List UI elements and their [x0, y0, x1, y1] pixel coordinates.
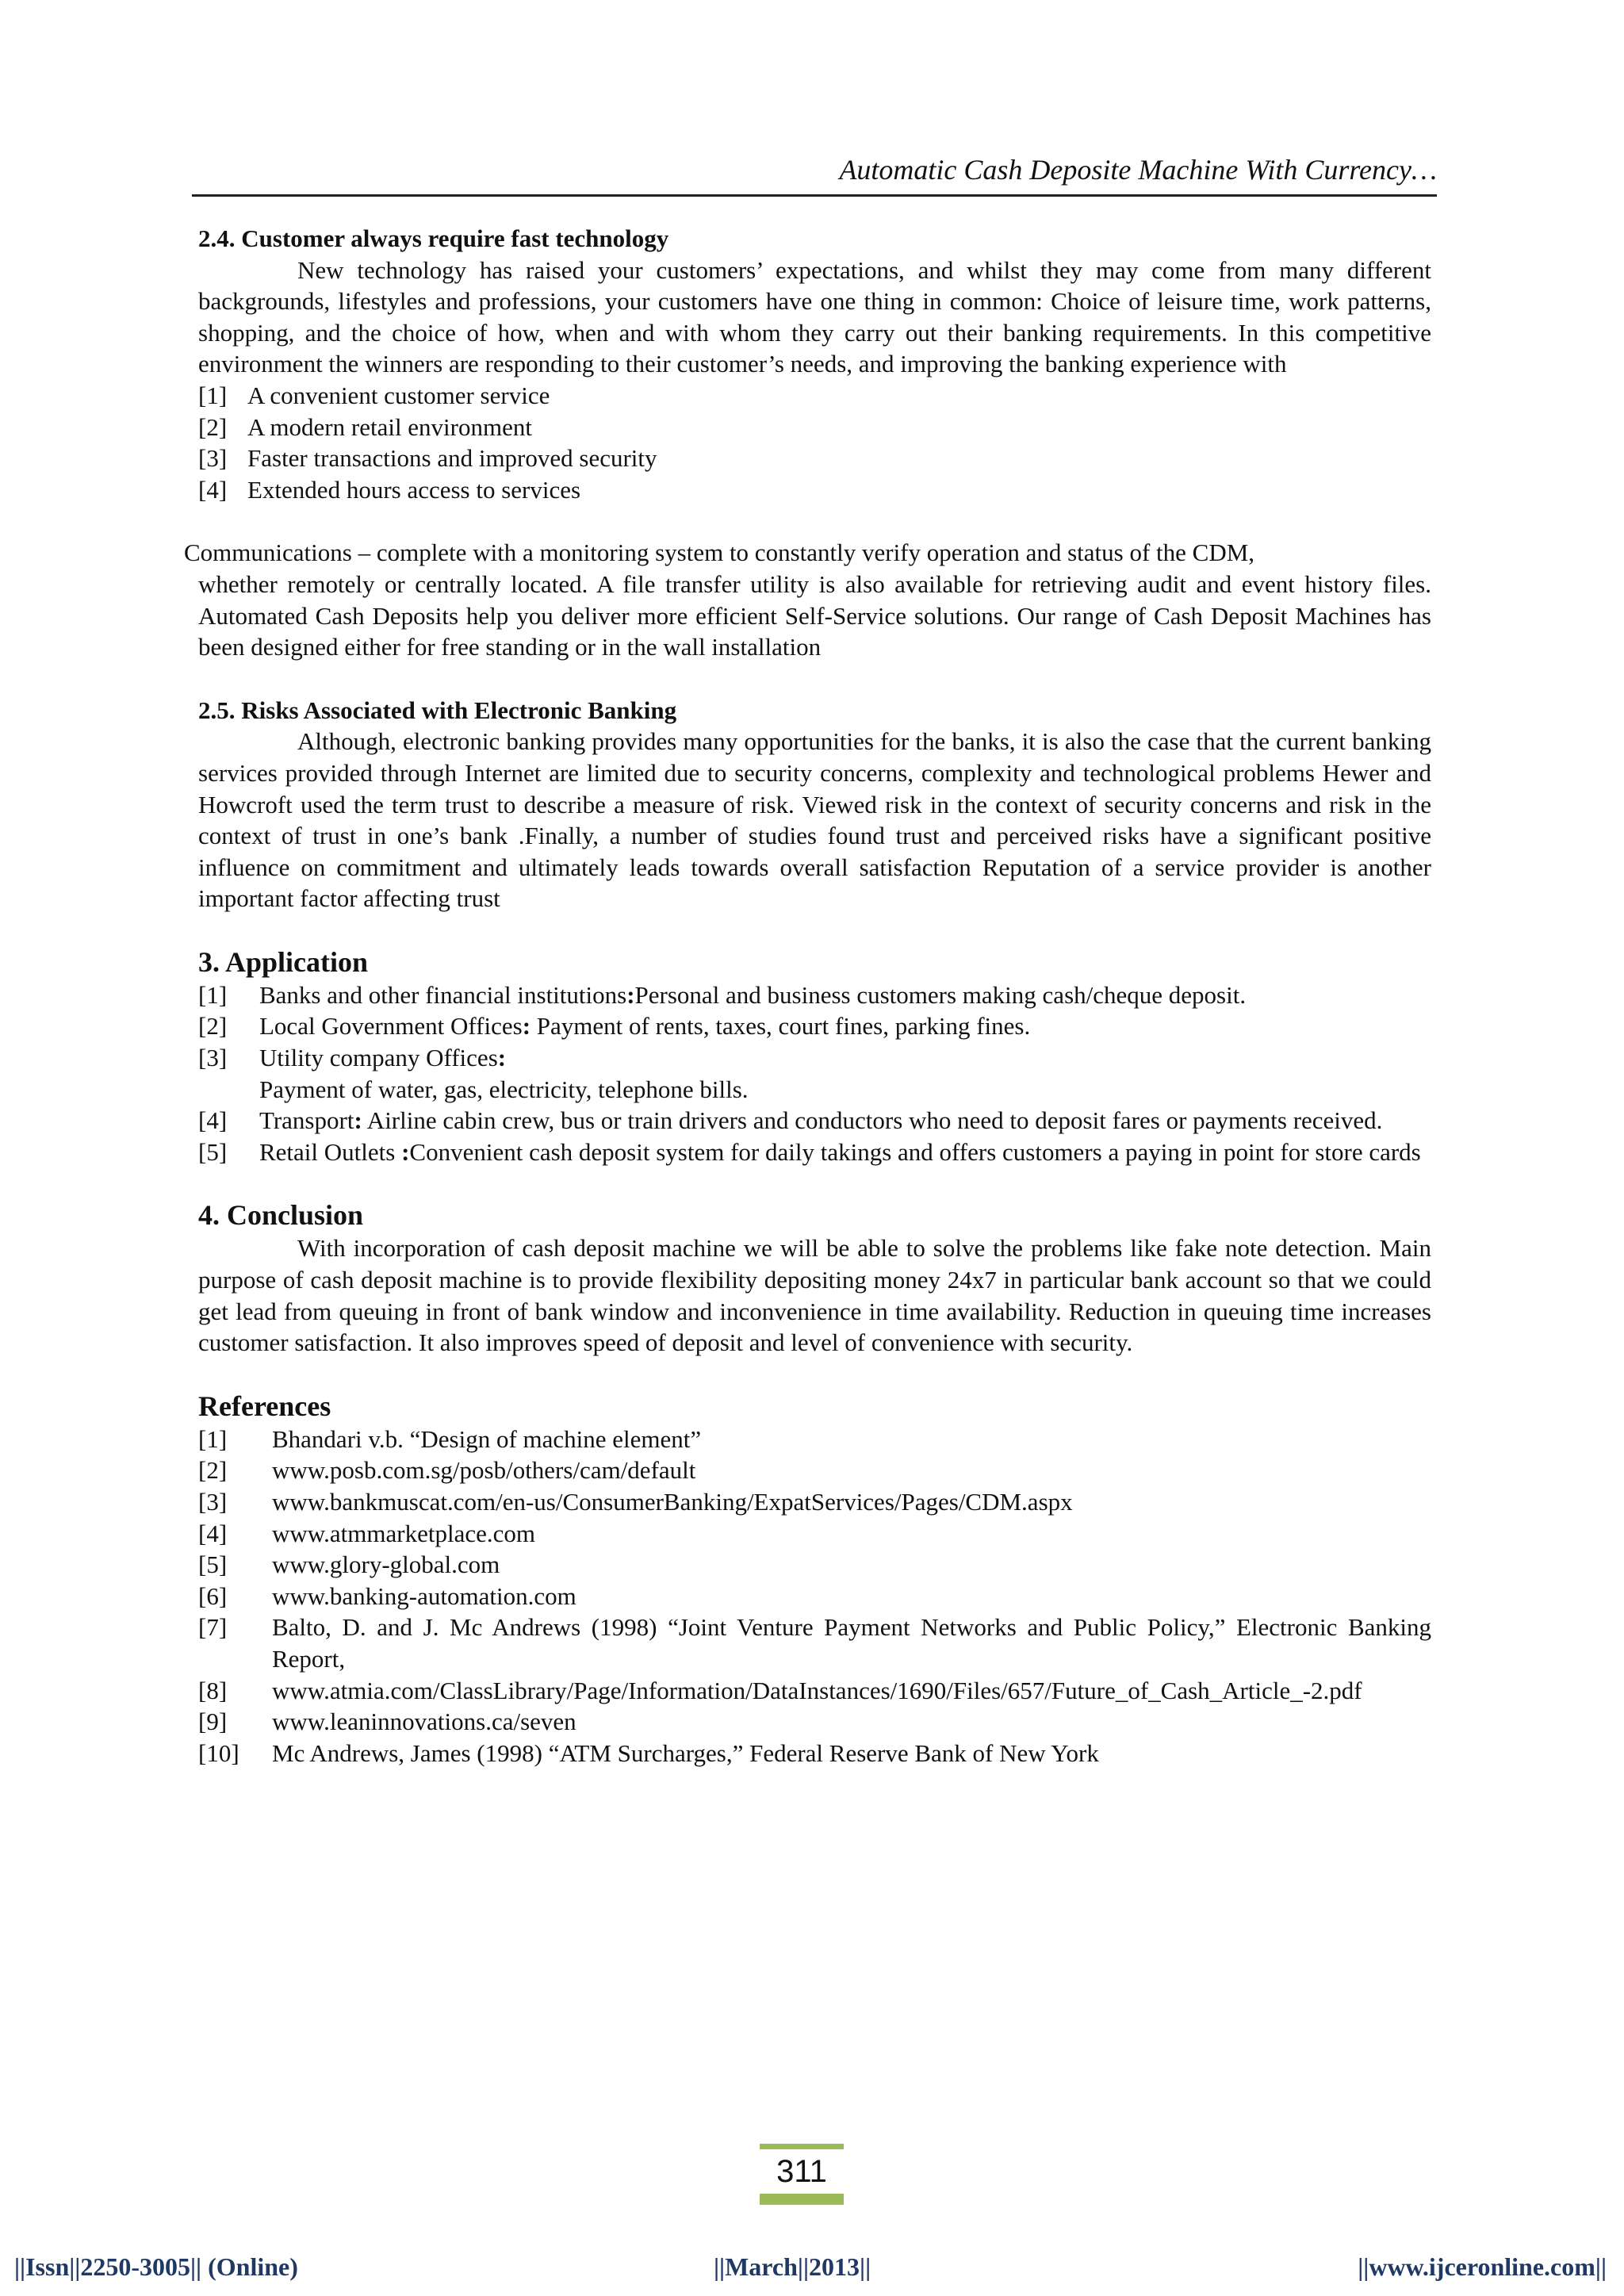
- page-number-top-bar: [760, 2144, 844, 2149]
- communications-paragraph: [184, 537, 1431, 662]
- list-item: [198, 1105, 1431, 1137]
- list-item: [198, 443, 1431, 474]
- references-heading: References: [198, 1389, 331, 1422]
- running-header: Automatic Cash Deposite Machine With Currency…: [839, 154, 1437, 186]
- list-item: [198, 979, 1431, 1011]
- footer-issn: ||Issn||2250-3005|| (Online): [14, 2252, 298, 2281]
- reference-text: www.bankmuscat.com/en-us/ConsumerBanking/ExpatServices/Pages/CDM.aspx: [272, 1488, 1073, 1516]
- list-item: [198, 474, 1431, 506]
- reference-item: [198, 1455, 1431, 1486]
- list-item-number: [1]: [198, 381, 228, 409]
- reference-number: [4]: [198, 1519, 228, 1547]
- section-2-4-heading: 2.4. Customer always require fast technology: [198, 224, 669, 252]
- reference-item: [198, 1549, 1431, 1581]
- reference-text: Bhandari v.b. “Design of machine element”: [272, 1424, 702, 1453]
- reference-text: www.atmmarketplace.com: [272, 1519, 535, 1547]
- list-item-text: Retail Outlets :Convenient cash deposit system for daily takings and offers customers a paying in point for store cards: [259, 1137, 1421, 1166]
- reference-number: [9]: [198, 1708, 228, 1736]
- list-item-number: [2]: [198, 1012, 228, 1041]
- list-item: [198, 412, 1431, 443]
- reference-text: Balto, D. and J. Mc Andrews (1998) “Joint Venture Payment Networks and Public Policy,” Electronic Banking Report,: [272, 1613, 1431, 1673]
- reference-number: [1]: [198, 1424, 228, 1453]
- communications-rest: whether remotely or centrally located. A file transfer utility is also available for retrieving audit and event history files. Automated Cash Deposits help you deliver more efficient Self-Service solutions. Our range of Cash Deposit Machines has been designed either for free standing or in the wall installation: [198, 569, 1431, 661]
- reference-item: [198, 1738, 1431, 1769]
- reference-item: [198, 1675, 1431, 1707]
- list-item-continuation: Payment of water, gas, electricity, telephone bills.: [259, 1075, 749, 1103]
- list-item: [198, 1137, 1431, 1168]
- reference-number: [8]: [198, 1676, 228, 1704]
- list-item: [198, 1010, 1431, 1042]
- list-item-text: Local Government Offices: Payment of rents, taxes, court fines, parking fines.: [259, 1012, 1031, 1041]
- list-item-number: [3]: [198, 1044, 228, 1072]
- list-item-number: [2]: [198, 412, 228, 441]
- footer-date: ||March||2013||: [714, 2252, 871, 2281]
- list-item: [198, 380, 1431, 412]
- section-4-heading: 4. Conclusion: [198, 1199, 364, 1232]
- section-2-5-heading: 2.5. Risks Associated with Electronic Banking: [198, 696, 677, 724]
- list-item-number: [4]: [198, 475, 228, 504]
- list-item-text: Banks and other financial institutions:Personal and business customers making cash/cheque deposit.: [259, 980, 1247, 1009]
- reference-item: [198, 1486, 1431, 1518]
- reference-text: www.atmia.com/ClassLibrary/Page/Information/DataInstances/1690/Files/657/Future_of_Cash_Article_-2.pdf: [272, 1676, 1362, 1704]
- page-number-block: [760, 2144, 844, 2205]
- conclusion-paragraph: With incorporation of cash deposit machine we will be able to solve the problems like fake note detection. Main purpose of cash deposit machine is to provide flexibility depositing money 24x7 in particular bank account so that we could get lead from queuing in front of bank window and inconvenience in time availability. Reduction in queuing time increases customer satisfaction. It also improves speed of deposit and level of convenience with security.: [198, 1234, 1431, 1357]
- reference-number: [5]: [198, 1550, 228, 1579]
- list-item-number: [3]: [198, 444, 228, 473]
- header-rule: [192, 194, 1437, 197]
- section-2-4-list: [198, 380, 1431, 505]
- reference-number: [6]: [198, 1581, 228, 1610]
- reference-text: www.banking-automation.com: [272, 1581, 576, 1610]
- list-item-text: Faster transactions and improved security: [247, 444, 657, 473]
- application-list: [198, 979, 1431, 1074]
- list-item-text: A modern retail environment: [247, 412, 532, 441]
- reference-text: www.glory-global.com: [272, 1550, 500, 1579]
- reference-item: [198, 1518, 1431, 1550]
- application-list-continued: [198, 1105, 1431, 1167]
- list-item-text: A convenient customer service: [247, 381, 550, 409]
- footer-website: ||www.ijceronline.com||: [1358, 2252, 1607, 2281]
- list-item-text: Utility company Offices:: [259, 1044, 507, 1072]
- reference-text: Mc Andrews, James (1998) “ATM Surcharges,” Federal Reserve Bank of New York: [272, 1738, 1099, 1767]
- section-2-5-paragraph: Although, electronic banking provides many opportunities for the banks, it is also the case that the current banking services provided through Internet are limited due to security concerns, complexity and technological problems Hewer and Howcroft used the term trust to describe a measure of risk. Viewed risk in the context of security concerns and risk in the context of trust in one’s bank .Finally, a number of studies found trust and perceived risks have a significant positive influence on commitment and ultimately leads towards overall satisfaction Reputation of a service provider is another important factor affecting trust: [198, 727, 1431, 913]
- page-number: 311: [776, 2154, 827, 2189]
- section-3-heading: 3. Application: [198, 945, 369, 978]
- reference-number: [7]: [198, 1613, 228, 1642]
- communications-first-line: Communications – complete with a monitoring system to constantly verify operation and status of the CDM,: [184, 539, 1255, 567]
- reference-number: [10]: [198, 1738, 239, 1767]
- reference-item: [198, 1424, 1431, 1455]
- reference-text: www.leaninnovations.ca/seven: [272, 1708, 576, 1736]
- reference-text: www.posb.com.sg/posb/others/cam/default: [272, 1456, 696, 1485]
- list-item-text: Extended hours access to services: [247, 475, 581, 504]
- list-item-number: [5]: [198, 1137, 228, 1166]
- list-item-number: [1]: [198, 980, 228, 1009]
- reference-item: [198, 1612, 1431, 1674]
- reference-number: [3]: [198, 1488, 228, 1516]
- reference-item: [198, 1706, 1431, 1738]
- page-body: [184, 223, 1431, 1769]
- reference-item: [198, 1581, 1431, 1612]
- reference-number: [2]: [198, 1456, 228, 1485]
- list-item: [198, 1042, 1431, 1074]
- list-item-number: [4]: [198, 1106, 228, 1135]
- page-number-bottom-bar: [760, 2194, 844, 2205]
- references-list: [198, 1424, 1431, 1769]
- section-2-4-paragraph: New technology has raised your customers’ expectations, and whilst they may come from many different backgrounds, lifestyles and professions, your customers have one thing in common: Choice of leisure time, work patterns, shopping, and the choice of how, when and with whom they carry out their banking requirements. In this competitive environment the winners are responding to their customer’s needs, and improving the banking experience with: [198, 255, 1431, 378]
- list-item-text: Transport: Airline cabin crew, bus or train drivers and conductors who need to deposit fares or payments received.: [259, 1106, 1383, 1135]
